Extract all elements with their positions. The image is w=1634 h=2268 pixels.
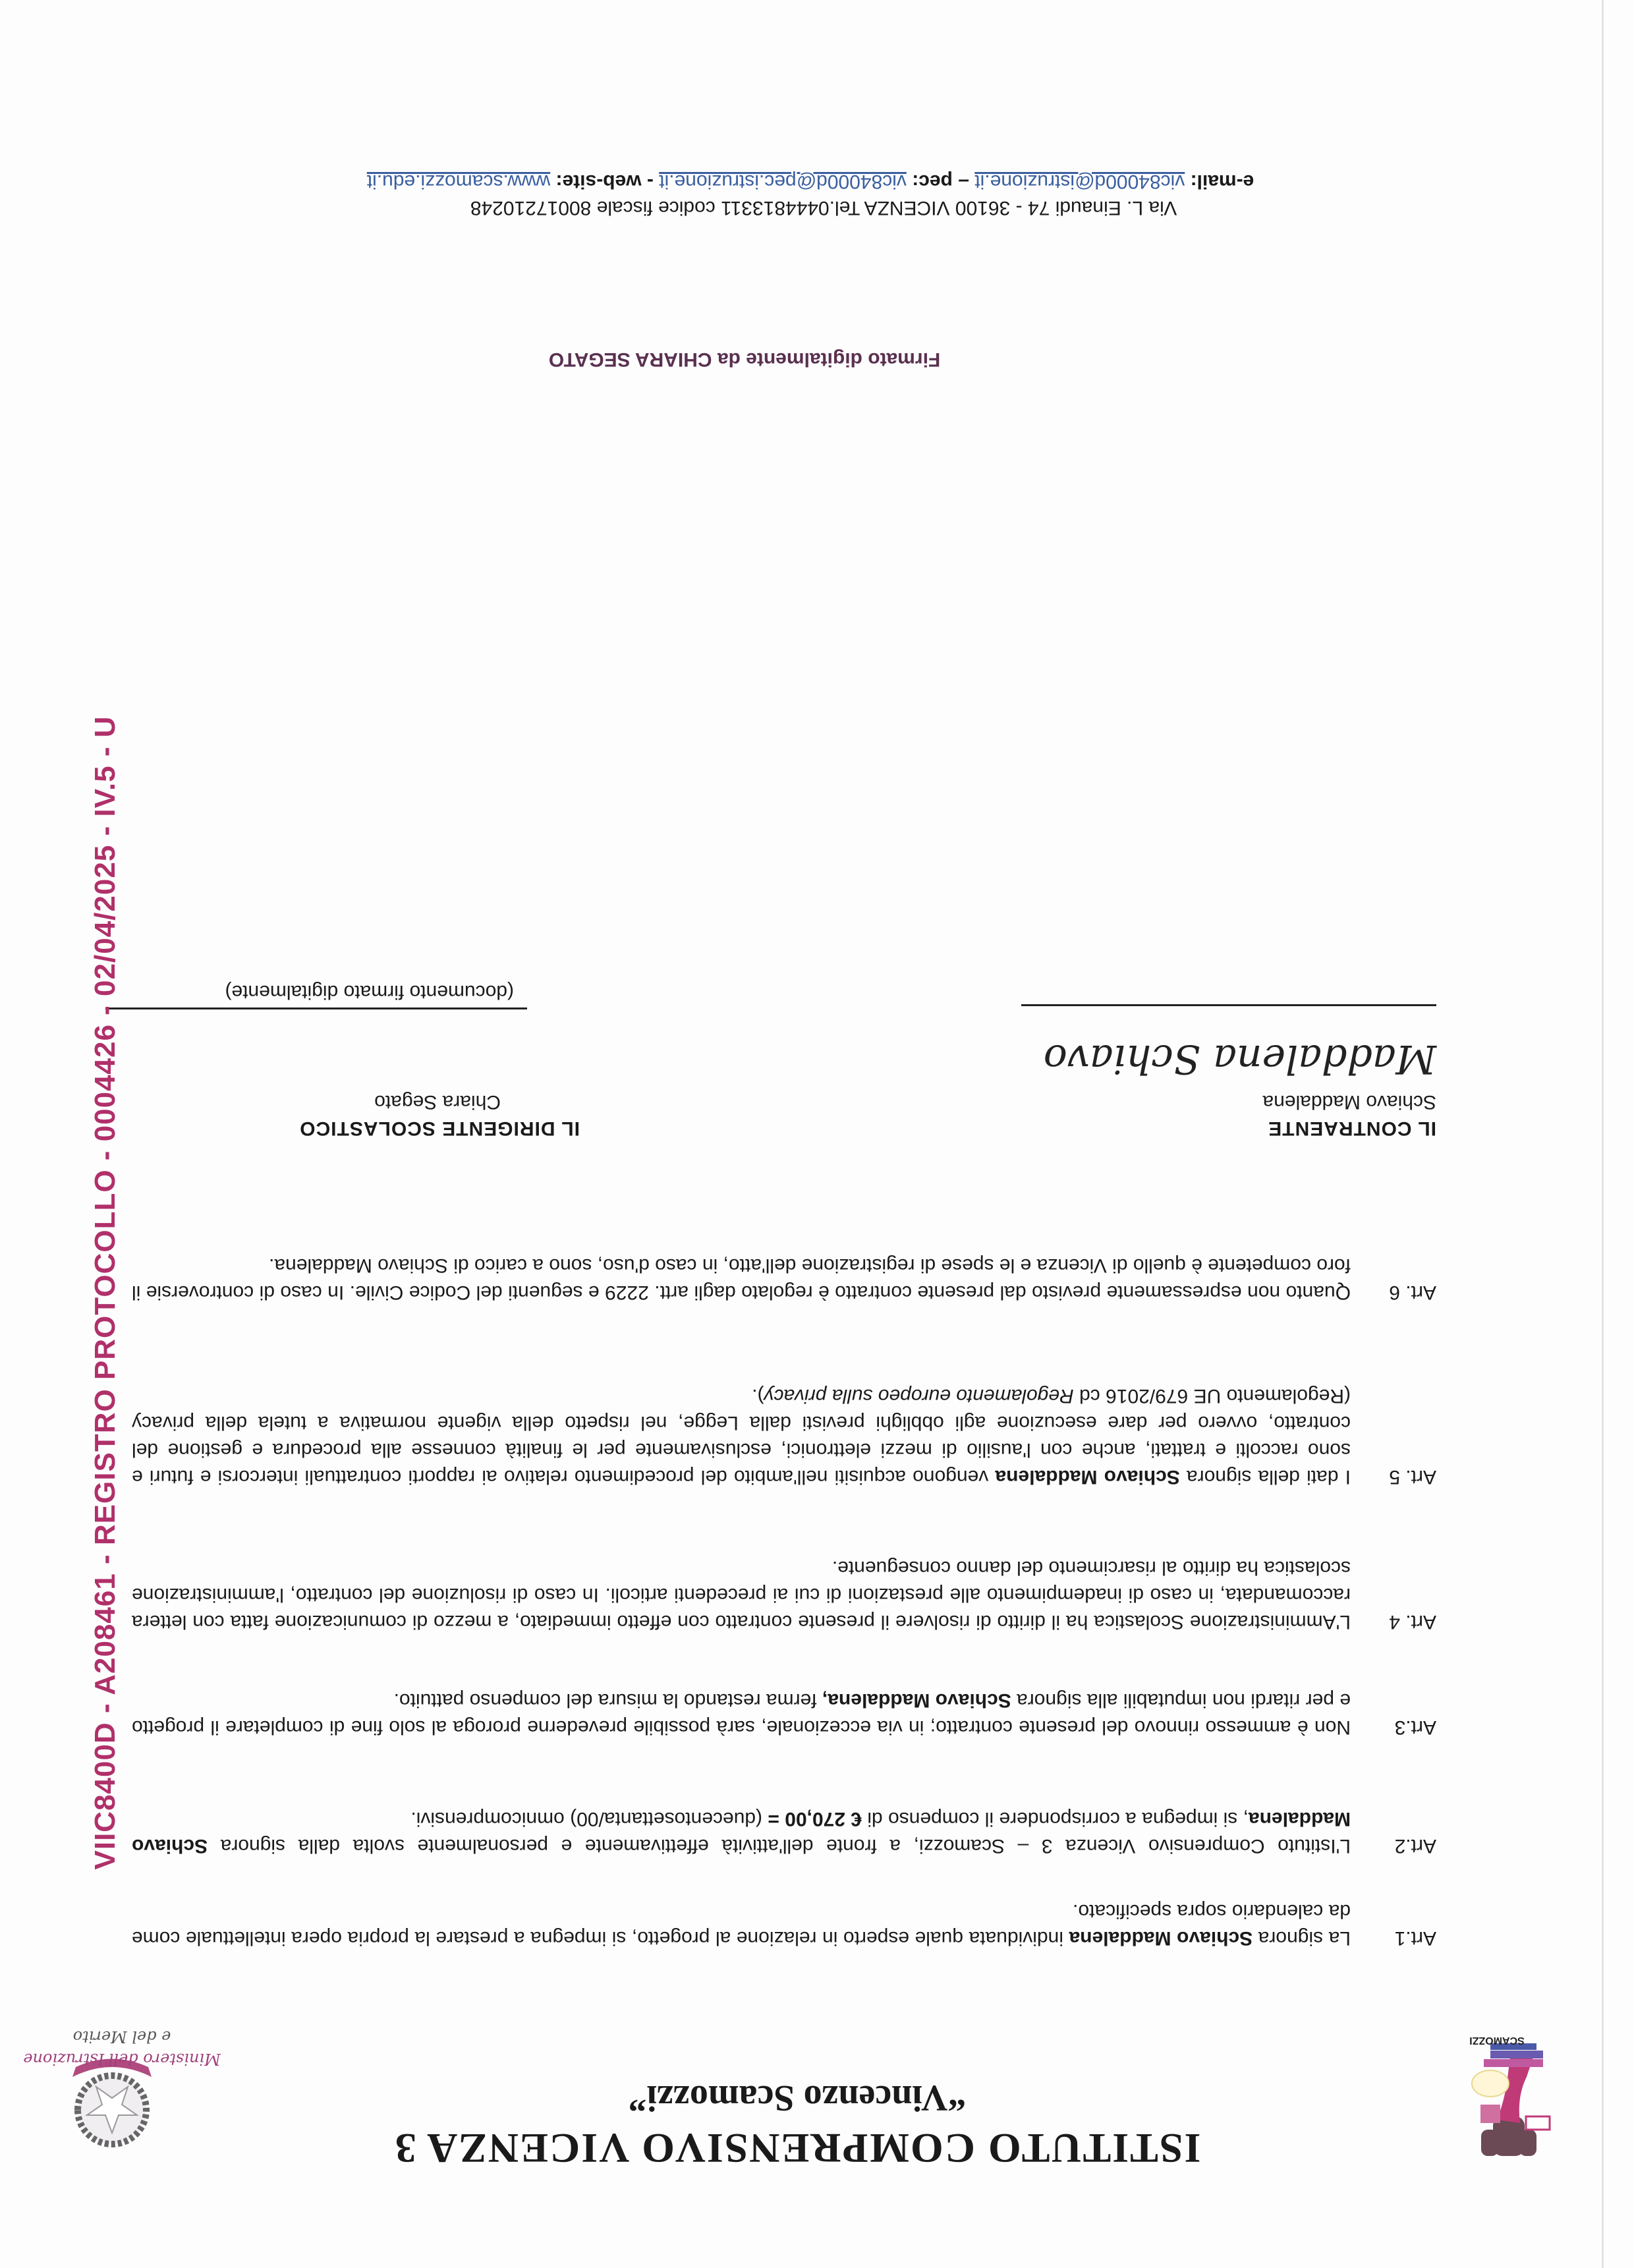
article-text: individuata quale esperto in relazione al progetto, si impegna a prestare la propria opera intellettuale come da calendario sopra specificato.: [131, 1900, 1351, 1949]
web-label: - web-site:: [555, 171, 654, 192]
director-name: Chiara Segato: [374, 1091, 501, 1113]
article-1: [132, 1898, 1436, 1952]
article-text: La signora: [1253, 1927, 1351, 1949]
pec-label: – pec:: [912, 171, 969, 192]
contractor-signature-line: [1021, 1004, 1436, 1006]
article-5: [132, 1382, 1436, 1490]
ministry-line-1: Ministero dell'Istruzione: [23, 2050, 221, 2068]
article-number: Art.1: [1394, 1927, 1436, 1949]
article-text: vengono acquisiti nell'ambito del procedimento relativo ai rapporti contrattuali intercorsi e futuri e sono raccolti e trattati, anche con l'ausilio di mezzi elettronici, esclusivamente per le finalità connesse alla procedura e gestione del contratto, ovvero per dare esecuzione agli obblighi previsti dalla Legge, nel rispetto della vigente normativa a tutela della privacy (Regolamento UE 679/2016 cd: [132, 1385, 1351, 1488]
article-text: L'Amministrazione Scolastica ha il diritto di risolvere il presente contratto con effetto immediato, a mezzo di comunicazione fatta con lettera raccomandata, in caso di inadempimento alle prestazioni di cui ai precedenti articoli. In caso di risoluzione del contratto, l'amministrazione scolastica ha diritto al risarcimento del danno conseguente.: [132, 1557, 1351, 1633]
article-body: [132, 1898, 1351, 1952]
pec-link[interactable]: vic84000d@pec.istruzione.it: [659, 171, 907, 192]
email-label: e-mail:: [1190, 171, 1254, 192]
scamozzi-logo-icon: [1451, 2031, 1576, 2169]
article-text: ferma restando la misura del compenso pattuito.: [393, 1689, 822, 1711]
school-logo: [1451, 2031, 1576, 2169]
director-signature-note: (documento firmato digitalmente): [225, 981, 514, 1003]
protocol-stamp-container: [86, 0, 125, 2268]
article-text: (duecentosettanta/00) omnicomprensivi.: [410, 1808, 768, 1830]
emphasized-text: Schiavo Maddalena: [995, 1466, 1180, 1488]
school-name: ISTITUTO COMPRENSIVO VICENZA 3: [393, 2125, 1201, 2172]
contractor-name: Schiavo Maddalena: [1262, 1091, 1436, 1113]
article-4: [132, 1554, 1436, 1635]
contractor-signature-block: [1262, 1089, 1436, 1141]
article-number: Art. 6: [1389, 1282, 1436, 1303]
emphasized-text: Schiavo Maddalena,: [822, 1689, 1011, 1711]
article-text: Quanto non espressamente previsto dal presente contratto è regolato dagli artt. 2229 e seguenti del Codice Civile. In caso di controversie il foro competente è quello di Vicenza e le spese di registrazione dell'atto, in caso d'uso, sono a carico di Schiavo Maddalena.: [132, 1255, 1351, 1303]
emphasized-text: € 270,00 =: [768, 1808, 862, 1830]
article-number: Art. 4: [1389, 1611, 1436, 1633]
footer-contacts: [184, 170, 1436, 192]
article-body: [132, 1687, 1351, 1741]
article-body: [132, 1554, 1351, 1635]
article-text: I dati della signora: [1179, 1466, 1351, 1488]
contractor-handwritten-signature: Maddalena Schiavo: [1043, 1036, 1436, 1082]
school-subtitle: “Vincenzo Scamozzi”: [628, 2078, 967, 2118]
website-link[interactable]: www.scamozzi.edu.it: [366, 171, 551, 192]
article-text: L'Istituto Comprensivo Vicenza 3 – Scamozzi, a fronte dell'attività effettivamente e personalmente svolta dalla signora: [208, 1835, 1351, 1857]
protocol-stamp: VIIC8400D - A208461 - REGISTRO PROTOCOLLO - 0004426 - 02/04/2025 - IV.5 - U: [89, 716, 121, 1870]
article-body: [132, 1382, 1351, 1490]
director-role: IL DIRIGENTE SCOLASTICO: [299, 1118, 580, 1139]
article-body: [132, 1252, 1351, 1306]
article-3: [132, 1687, 1436, 1741]
emphasized-text: Schiavo Maddalena: [132, 1808, 1351, 1857]
logo-caption: SCAMOZZI: [1469, 2035, 1525, 2046]
italic-text: Regolamento europeo sulla privacy: [764, 1385, 1074, 1407]
article-2: [132, 1805, 1436, 1859]
article-body: [132, 1805, 1351, 1859]
article-text: ).: [752, 1385, 764, 1407]
digital-signature-stamp: Firmato digitalmente da CHIARA SEGATO: [548, 349, 941, 370]
article-text: Non è ammesso rinnovo del presente contratto; in via eccezionale, sarà possibile prevederne proroga al solo fine di completare il progetto e per ritardi non imputabili alla signora: [132, 1689, 1351, 1738]
article-number: Art.2: [1394, 1835, 1436, 1857]
emphasized-text: Schiavo Maddalena: [1069, 1927, 1253, 1949]
article-number: Art.3: [1394, 1716, 1436, 1738]
ministry-line-2: e del Merito: [72, 2027, 171, 2046]
article-number: Art. 5: [1389, 1466, 1436, 1488]
article-text: , si impegna a corrispondere il compenso di: [861, 1808, 1249, 1830]
director-signature-block: [299, 1089, 580, 1141]
article-6: [132, 1252, 1436, 1306]
director-signature-line: [105, 1007, 527, 1009]
footer-address: Via L. Einaudi 74 - 36100 VICENZA Tel.0444813311 codice fiscale 80017210248: [470, 197, 1177, 219]
email-link[interactable]: vic84000d@istruzione.it: [974, 171, 1185, 192]
scan-edge: [1602, 0, 1604, 2268]
contractor-role: IL CONTRAENTE: [1268, 1118, 1436, 1139]
